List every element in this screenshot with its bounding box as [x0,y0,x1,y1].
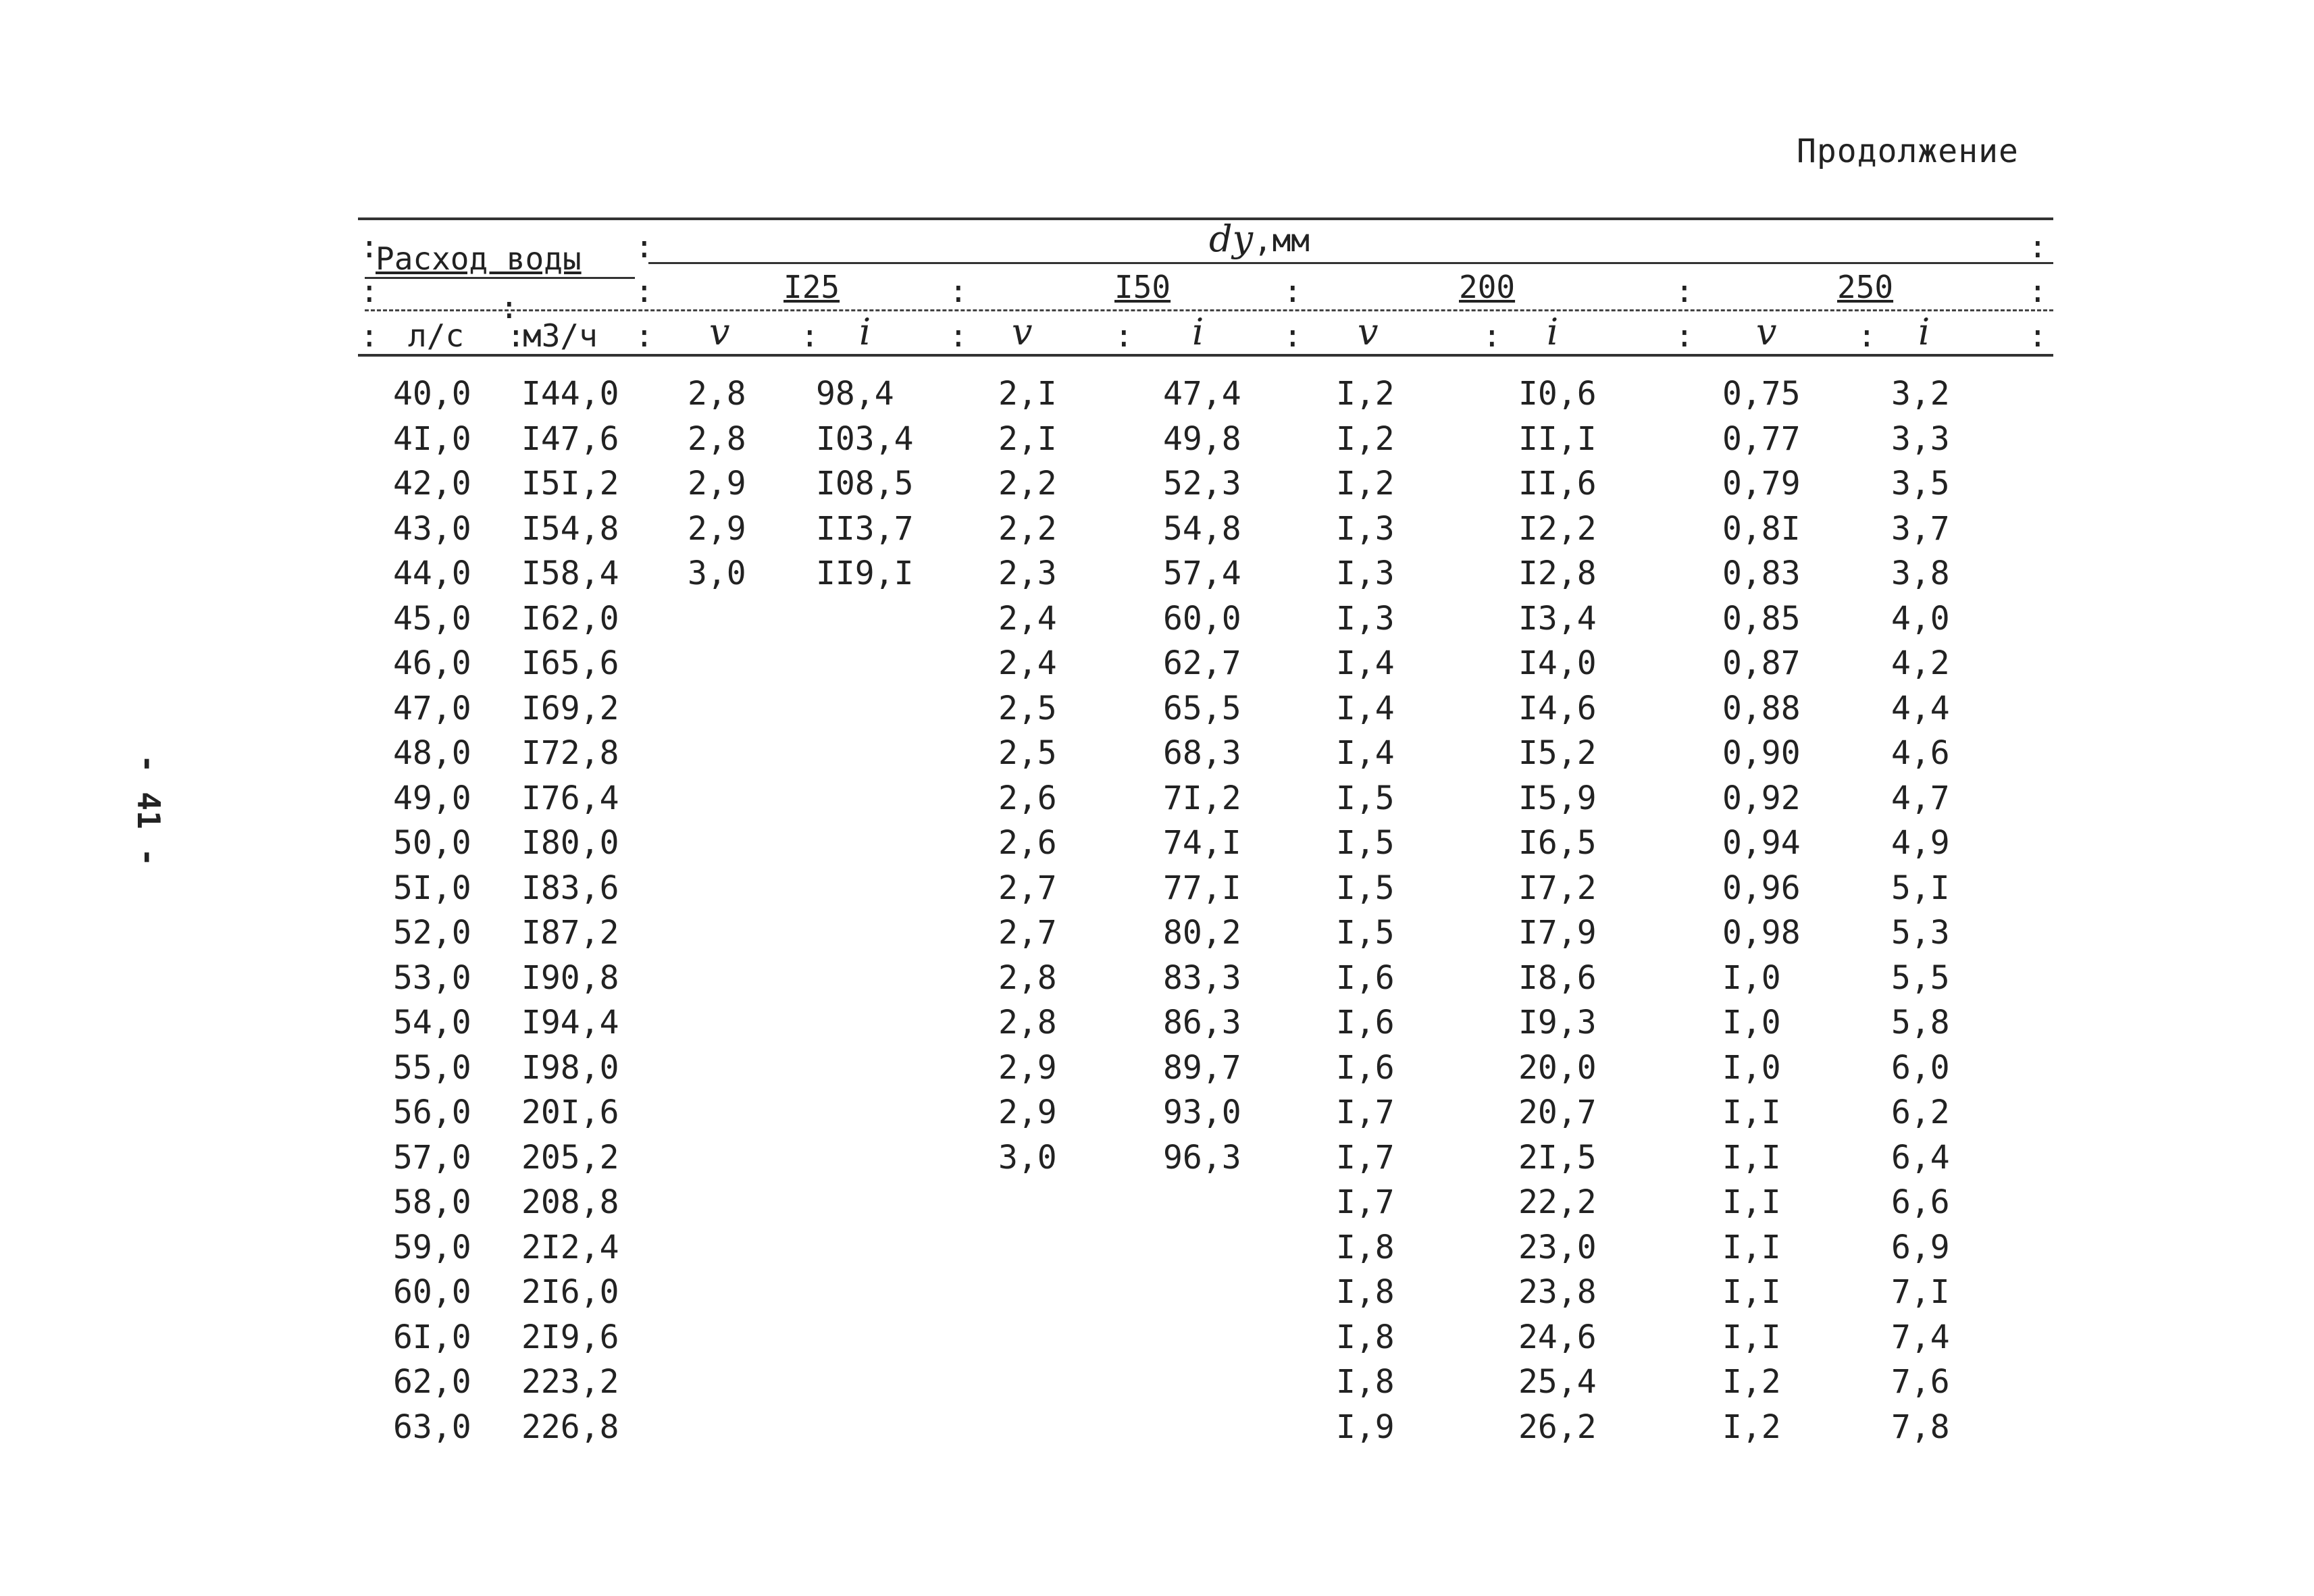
cell-v250: 0,83 [1722,555,1801,592]
cell-v125: 3,0 [688,555,746,592]
cell-m3h: I69,2 [521,690,619,727]
cell-v250: I,I [1722,1139,1781,1177]
cell-i150: 80,2 [1163,914,1241,952]
cell-v200: I,7 [1336,1183,1395,1221]
cell-v125: 2,8 [688,375,746,413]
cell-m3h: I62,0 [521,600,619,638]
cell-i200: 23,0 [1518,1229,1597,1266]
cell-v150: 2,I [998,420,1057,458]
cell-i150: 57,4 [1163,555,1241,592]
diameter-250: 250 [1837,269,1894,305]
cell-v200: I,6 [1336,1049,1395,1087]
cell-m3h: I83,6 [521,869,619,907]
cell-m3h: 205,2 [521,1139,619,1177]
cell-i200: I5,9 [1518,779,1597,817]
cell-m3h: I87,2 [521,914,619,952]
cell-v150: 2,5 [998,734,1057,772]
cell-v200: I,6 [1336,959,1395,997]
cell-ls: 56,0 [393,1093,471,1131]
cell-v150: 2,6 [998,824,1057,862]
i-header-125: i [859,311,871,353]
diameter-200: 200 [1459,269,1516,305]
cell-v150: 3,0 [998,1139,1057,1177]
cell-v150: 2,9 [998,1093,1057,1131]
cell-i200: II,6 [1518,465,1597,503]
cell-ls: 42,0 [393,465,471,503]
cell-v150: 2,9 [998,1049,1057,1087]
cell-v200: I,2 [1336,420,1395,458]
cell-v250: 0,79 [1722,465,1801,503]
cell-v200: I,3 [1336,510,1395,548]
cell-v250: 0,8I [1722,510,1801,548]
cell-m3h: I58,4 [521,555,619,592]
cell-i200: I3,4 [1518,600,1597,638]
size-rule [365,309,2053,311]
cell-i200: I2,8 [1518,555,1597,592]
cell-v150: 2,5 [998,690,1057,727]
cell-v200: I,8 [1336,1363,1395,1401]
cell-i250: 7,4 [1891,1318,1950,1356]
v-header-200: v [1358,311,1379,353]
cell-v250: 0,96 [1722,869,1801,907]
diameter-125: I25 [783,269,840,305]
cell-i250: 4,4 [1891,690,1950,727]
cell-i200: I8,6 [1518,959,1597,997]
cell-i200: 20,7 [1518,1093,1597,1131]
cell-v200: I,7 [1336,1139,1395,1177]
cell-i150: 7I,2 [1163,779,1241,817]
cell-m3h: 226,8 [521,1408,619,1446]
cell-m3h: I5I,2 [521,465,619,503]
cell-ls: 40,0 [393,375,471,413]
continuation-label: Продолжение [1797,132,2019,170]
cell-v250: I,I [1722,1229,1781,1266]
cell-v250: 0,85 [1722,600,1801,638]
cell-v200: I,2 [1336,465,1395,503]
cell-i250: 4,0 [1891,600,1950,638]
cell-ls: 46,0 [393,644,471,682]
cell-m3h: 2I6,0 [521,1273,619,1311]
cell-i150: 68,3 [1163,734,1241,772]
cell-i250: 5,I [1891,869,1950,907]
cell-i150: 96,3 [1163,1139,1241,1177]
cell-i125: II3,7 [816,510,914,548]
cell-v200: I,3 [1336,600,1395,638]
cell-v200: I,9 [1336,1408,1395,1446]
cell-v250: I,0 [1722,1049,1781,1087]
cell-i200: 2I,5 [1518,1139,1597,1177]
cell-v250: 0,88 [1722,690,1801,727]
cell-v200: I,8 [1336,1229,1395,1266]
cell-v200: I,5 [1336,869,1395,907]
cell-v125: 2,9 [688,510,746,548]
cell-ls: 48,0 [393,734,471,772]
cell-ls: 58,0 [393,1183,471,1221]
cell-v150: 2,4 [998,644,1057,682]
cell-i250: 4,6 [1891,734,1950,772]
cell-i125: II9,I [816,555,914,592]
flow-group-label: Расход воды [376,240,582,277]
cell-i200: 24,6 [1518,1318,1597,1356]
cell-m3h: 2I9,6 [521,1318,619,1356]
cell-i250: 3,3 [1891,420,1950,458]
cell-v250: 0,87 [1722,644,1801,682]
cell-v150: 2,2 [998,465,1057,503]
cell-v200: I,5 [1336,824,1395,862]
cell-v200: I,2 [1336,375,1395,413]
cell-m3h: I54,8 [521,510,619,548]
cell-i250: 6,4 [1891,1139,1950,1177]
cell-v200: I,5 [1336,914,1395,952]
cell-v250: 0,77 [1722,420,1801,458]
cell-i200: 22,2 [1518,1183,1597,1221]
cell-v250: I,I [1722,1318,1781,1356]
cell-v125: 2,9 [688,465,746,503]
cell-i200: 23,8 [1518,1273,1597,1311]
cell-ls: 5I,0 [393,869,471,907]
cell-i150: 60,0 [1163,600,1241,638]
cell-v150: 2,8 [998,959,1057,997]
page-number: - 41 - [130,754,168,867]
cell-m3h: 223,2 [521,1363,619,1401]
cell-ls: 63,0 [393,1408,471,1446]
cell-i250: 4,9 [1891,824,1950,862]
cell-i250: 3,8 [1891,555,1950,592]
cell-v200: I,3 [1336,555,1395,592]
cell-i250: 7,8 [1891,1408,1950,1446]
cell-i150: 62,7 [1163,644,1241,682]
cell-ls: 53,0 [393,959,471,997]
cell-v250: 0,94 [1722,824,1801,862]
cell-v150: 2,2 [998,510,1057,548]
cell-i250: 3,5 [1891,465,1950,503]
cell-m3h: I76,4 [521,779,619,817]
cell-v150: 2,6 [998,779,1057,817]
cell-i200: 25,4 [1518,1363,1597,1401]
cell-m3h: I65,6 [521,644,619,682]
cell-i150: 74,I [1163,824,1241,862]
cell-v200: I,7 [1336,1093,1395,1131]
cell-i200: I4,0 [1518,644,1597,682]
cell-v150: 2,7 [998,869,1057,907]
cell-i200: I2,2 [1518,510,1597,548]
v-header-150: v [1012,311,1033,353]
cell-ls: 52,0 [393,914,471,952]
cell-m3h: I98,0 [521,1049,619,1087]
diameter-label: dу,мм [1209,217,1310,260]
cell-ls: 60,0 [393,1273,471,1311]
cell-v250: I,0 [1722,1004,1781,1041]
cell-i150: 89,7 [1163,1049,1241,1087]
cell-i150: 52,3 [1163,465,1241,503]
header-bottom-rule [358,354,2053,357]
cell-v150: 2,7 [998,914,1057,952]
cell-m3h: I47,6 [521,420,619,458]
cell-i200: II,I [1518,420,1597,458]
cell-i200: I0,6 [1518,375,1597,413]
cell-v200: I,4 [1336,734,1395,772]
diameter-150: I50 [1114,269,1171,305]
cell-i250: 4,7 [1891,779,1950,817]
col-m3h-header: м3/ч [523,317,598,354]
cell-v200: I,4 [1336,644,1395,682]
cell-i125: I08,5 [816,465,914,503]
cell-m3h: I44,0 [521,375,619,413]
cell-ls: 6I,0 [393,1318,471,1356]
cell-i200: I4,6 [1518,690,1597,727]
cell-ls: 50,0 [393,824,471,862]
cell-i250: 6,0 [1891,1049,1950,1087]
cell-i150: 65,5 [1163,690,1241,727]
cell-i250: 6,2 [1891,1093,1950,1131]
cell-i200: I6,5 [1518,824,1597,862]
cell-v150: 2,3 [998,555,1057,592]
cell-v250: I,I [1722,1183,1781,1221]
cell-i150: 83,3 [1163,959,1241,997]
v-header-125: v [709,311,730,353]
cell-i150: 77,I [1163,869,1241,907]
cell-v200: I,8 [1336,1273,1395,1311]
cell-v200: I,4 [1336,690,1395,727]
cell-ls: 44,0 [393,555,471,592]
cell-i200: 26,2 [1518,1408,1597,1446]
cell-v250: I,0 [1722,959,1781,997]
cell-i200: I7,9 [1518,914,1597,952]
cell-v250: 0,90 [1722,734,1801,772]
cell-v150: 2,I [998,375,1057,413]
cell-m3h: 208,8 [521,1183,619,1221]
cell-i250: 6,6 [1891,1183,1950,1221]
flow-group-rule [365,277,635,279]
cell-m3h: I72,8 [521,734,619,772]
cell-v125: 2,8 [688,420,746,458]
cell-v250: 0,92 [1722,779,1801,817]
cell-ls: 62,0 [393,1363,471,1401]
cell-v250: I,I [1722,1273,1781,1311]
cell-m3h: I90,8 [521,959,619,997]
cell-i150: 86,3 [1163,1004,1241,1041]
cell-ls: 4I,0 [393,420,471,458]
cell-ls: 59,0 [393,1229,471,1266]
cell-ls: 57,0 [393,1139,471,1177]
cell-m3h: 2I2,4 [521,1229,619,1266]
cell-ls: 43,0 [393,510,471,548]
cell-i150: 49,8 [1163,420,1241,458]
cell-v200: I,8 [1336,1318,1395,1356]
cell-v150: 2,8 [998,1004,1057,1041]
cell-v250: 0,75 [1722,375,1801,413]
cell-m3h: I94,4 [521,1004,619,1041]
cell-ls: 54,0 [393,1004,471,1041]
cell-i150: 54,8 [1163,510,1241,548]
cell-i150: 93,0 [1163,1093,1241,1131]
cell-v250: 0,98 [1722,914,1801,952]
cell-v200: I,5 [1336,779,1395,817]
cell-i250: 6,9 [1891,1229,1950,1266]
diameter-rule [648,262,2053,264]
col-ls-header: л/с [408,317,465,354]
cell-i125: I03,4 [816,420,914,458]
i-header-250: i [1918,311,1930,353]
v-header-250: v [1756,311,1777,353]
cell-i250: 4,2 [1891,644,1950,682]
cell-i125: 98,4 [816,375,894,413]
cell-i250: 7,6 [1891,1363,1950,1401]
top-rule [358,217,2053,220]
cell-i250: 3,7 [1891,510,1950,548]
cell-i250: 3,2 [1891,375,1950,413]
cell-i250: 7,I [1891,1273,1950,1311]
cell-v250: I,2 [1722,1408,1781,1446]
cell-v250: I,2 [1722,1363,1781,1401]
cell-i250: 5,5 [1891,959,1950,997]
cell-ls: 49,0 [393,779,471,817]
i-header-150: i [1192,311,1204,353]
cell-ls: 47,0 [393,690,471,727]
cell-i200: I7,2 [1518,869,1597,907]
cell-i200: I9,3 [1518,1004,1597,1041]
cell-i200: 20,0 [1518,1049,1597,1087]
cell-i250: 5,3 [1891,914,1950,952]
cell-i200: I5,2 [1518,734,1597,772]
cell-v150: 2,4 [998,600,1057,638]
i-header-200: i [1547,311,1559,353]
cell-i250: 5,8 [1891,1004,1950,1041]
cell-m3h: 20I,6 [521,1093,619,1131]
cell-i150: 47,4 [1163,375,1241,413]
cell-v200: I,6 [1336,1004,1395,1041]
cell-ls: 45,0 [393,600,471,638]
cell-ls: 55,0 [393,1049,471,1087]
cell-v250: I,I [1722,1093,1781,1131]
cell-m3h: I80,0 [521,824,619,862]
